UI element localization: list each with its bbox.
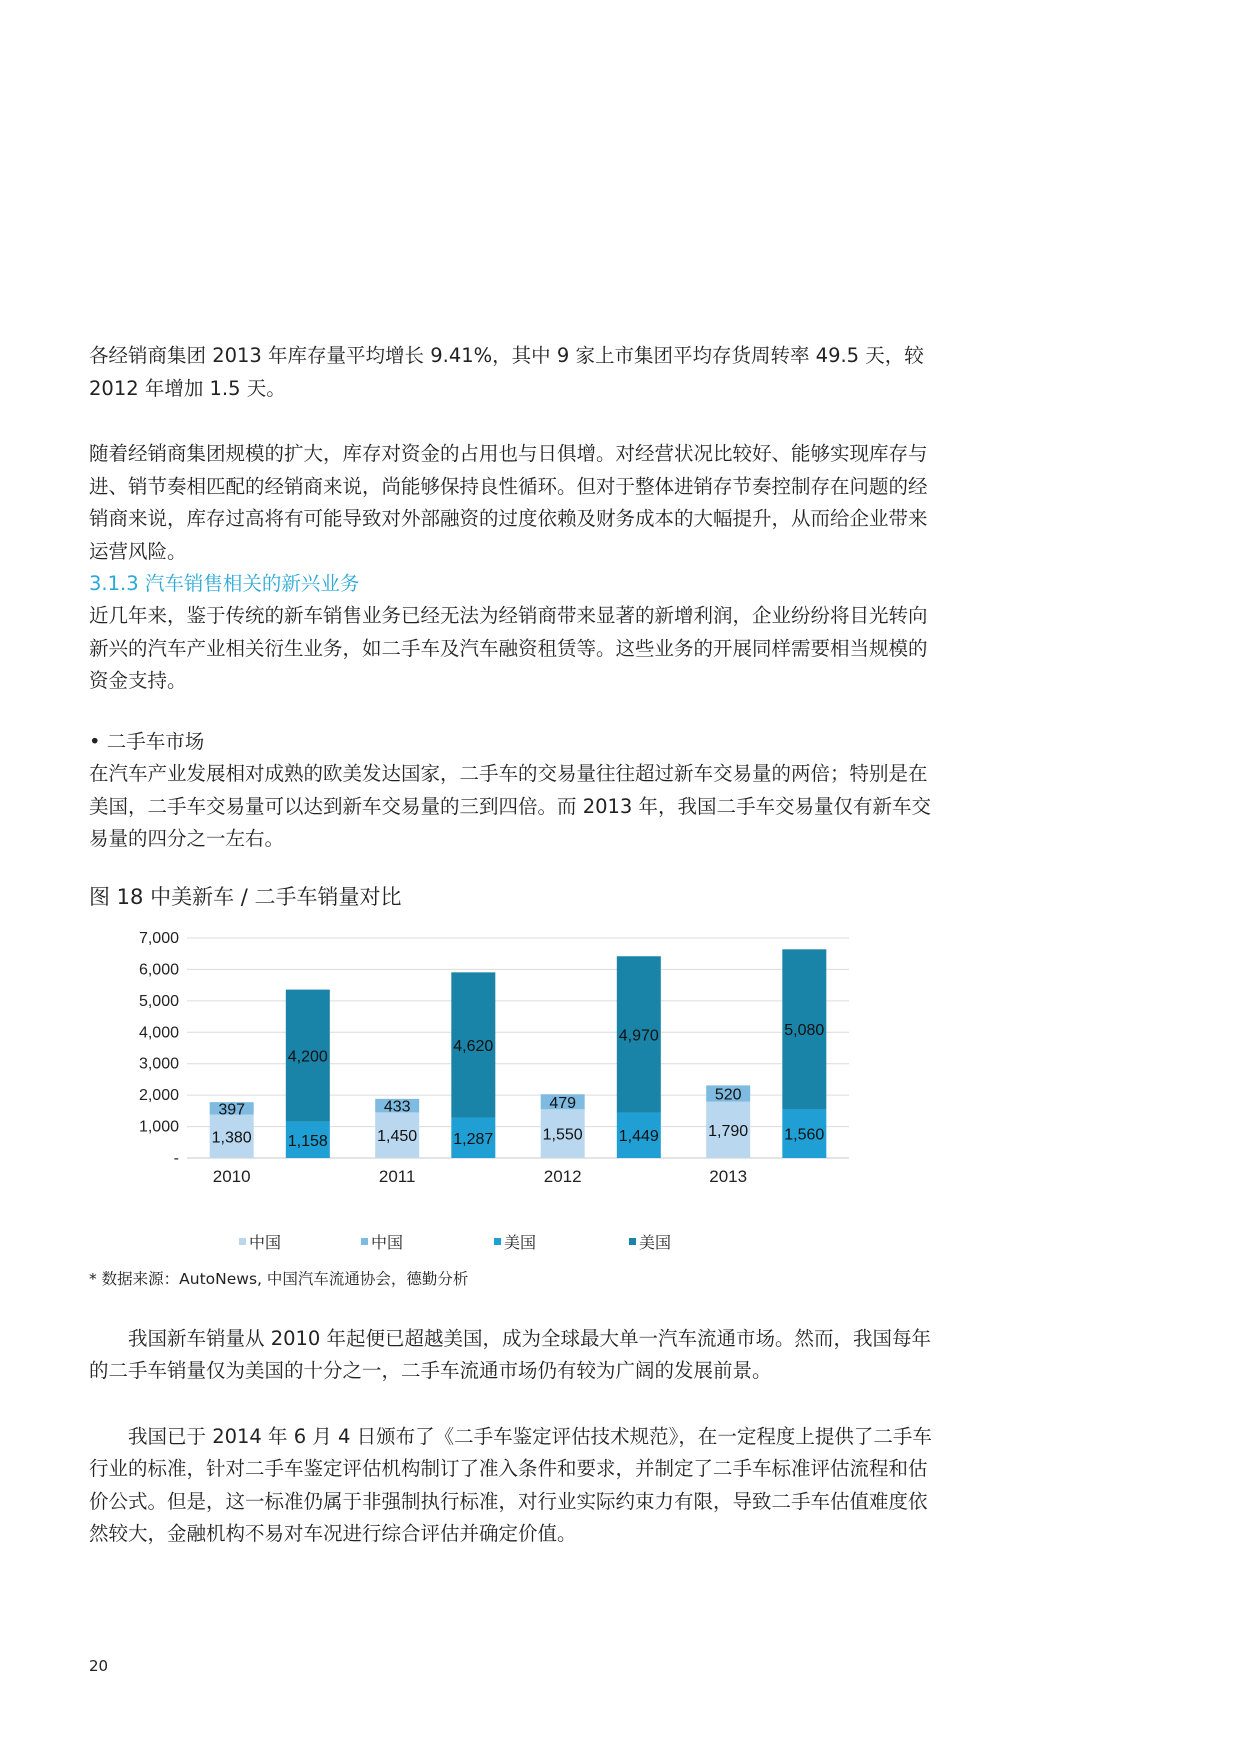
data-source-note: * 数据来源：AutoNews, 中国汽车流通协会，德勤分析 [89, 1269, 469, 1288]
x-tick-label: 2012 [543, 1166, 582, 1186]
legend-swatch [629, 1238, 636, 1245]
x-tick-label: 2010 [212, 1166, 251, 1186]
sales-comparison-chart [89, 920, 879, 1260]
legend-label: 美国 [639, 1232, 672, 1252]
y-tick-label: 1,000 [138, 1118, 179, 1136]
figure-title: 图 18 中美新车 / 二手车销量对比 [89, 884, 402, 909]
data-label: 5,080 [784, 1021, 825, 1039]
legend-swatch [239, 1238, 246, 1245]
paragraph-new-car-sales: 我国新车销量从 2010 年起便已超越美国，成为全球最大单一汽车流通市场。然而，我国每年的二手车销量仅为美国的十分之一，二手车流通市场仍有较为广阔的发展前景。 [89, 1326, 932, 1382]
legend-swatch [494, 1238, 501, 1245]
data-label: 1,550 [542, 1126, 583, 1144]
y-tick-label: - [173, 1149, 179, 1167]
data-label: 433 [383, 1098, 411, 1116]
data-label: 1,380 [211, 1128, 252, 1146]
legend-item [629, 1230, 671, 1253]
legend-swatch [361, 1238, 368, 1245]
y-tick-label: 2,000 [138, 1086, 179, 1104]
data-label: 4,620 [453, 1037, 494, 1055]
data-label: 1,790 [708, 1122, 749, 1140]
x-tick-label: 2013 [709, 1166, 748, 1186]
chart-legend [89, 1230, 879, 1256]
paragraph-emerging-business: 近几年来，鉴于传统的新车销售业务已经无法为经销商带来显著的新增利润，企业纷纷将目光转向新兴的汽车产业相关衍生业务，如二手车及汽车融资租赁等。这些业务的开展同样需要相当规模的资金支持。 [89, 604, 928, 692]
page-number: 20 [89, 1657, 109, 1675]
data-label: 397 [218, 1100, 246, 1118]
y-tick-label: 3,000 [138, 1055, 179, 1073]
data-label: 1,287 [453, 1130, 494, 1148]
data-label: 1,158 [287, 1132, 328, 1150]
data-label: 479 [549, 1094, 577, 1112]
bullet-heading: • 二手车市场 [89, 729, 205, 753]
section-heading: 3.1.3 汽车销售相关的新兴业务 [89, 572, 360, 595]
legend-label: 美国 [504, 1232, 537, 1252]
chart-svg [89, 920, 879, 1230]
legend-item [494, 1230, 536, 1253]
data-label: 4,970 [618, 1026, 659, 1044]
y-tick-label: 7,000 [138, 929, 179, 947]
paragraph-used-car-market: 在汽车产业发展相对成熟的欧美发达国家，二手车的交易量往往超过新车交易量的两倍；特别是在美国，二手车交易量可以达到新车交易量的三到四倍。而 2013 年，我国二手车交易量仅有新车交易量的四分之一左右。 [89, 762, 932, 850]
data-label: 1,449 [618, 1127, 659, 1145]
legend-item [239, 1230, 281, 1253]
paragraph-inventory-risk: 随着经销商集团规模的扩大，库存对资金的占用也与日俱增。对经营状况比较好、能够实现库存与进、销节奏相匹配的经销商来说，尚能够保持良性循环。但对于整体进销存节奏控制存在问题的经销商来说，库存过高将有可能导致对外部融资的过度依赖及财务成本的大幅提升，从而给企业带来运营风险。 [89, 442, 928, 563]
legend-label: 中国 [371, 1232, 404, 1252]
y-tick-label: 4,000 [138, 1023, 179, 1041]
data-label: 520 [714, 1086, 742, 1104]
paragraph-inventory: 各经销商集团 2013 年库存量平均增长 9.41%，其中 9 家上市集团平均存货周转率 49.5 天，较 2012 年增加 1.5 天。 [89, 344, 924, 400]
y-tick-label: 5,000 [138, 992, 179, 1010]
paragraph-valuation-standard: 我国已于 2014 年 6 月 4 日颁布了《二手车鉴定评估技术规范》，在一定程度上提供了二手车行业的标准，针对二手车鉴定评估机构制订了准入条件和要求，并制定了二手车标准评估流程和估价公式。但是，这一标准仍属于非强制执行标准，对行业实际约束力有限，导致二手车估值难度依然较大，金融机构不易对车况进行综合评估并确定价值。 [89, 1424, 932, 1545]
page-content [89, 340, 939, 1551]
legend-item [361, 1230, 403, 1253]
x-tick-label: 2011 [378, 1166, 416, 1186]
y-tick-label: 6,000 [138, 960, 179, 978]
data-label: 4,200 [287, 1048, 328, 1066]
legend-label: 中国 [249, 1232, 282, 1252]
data-label: 1,560 [784, 1125, 825, 1143]
data-label: 1,450 [377, 1127, 418, 1145]
